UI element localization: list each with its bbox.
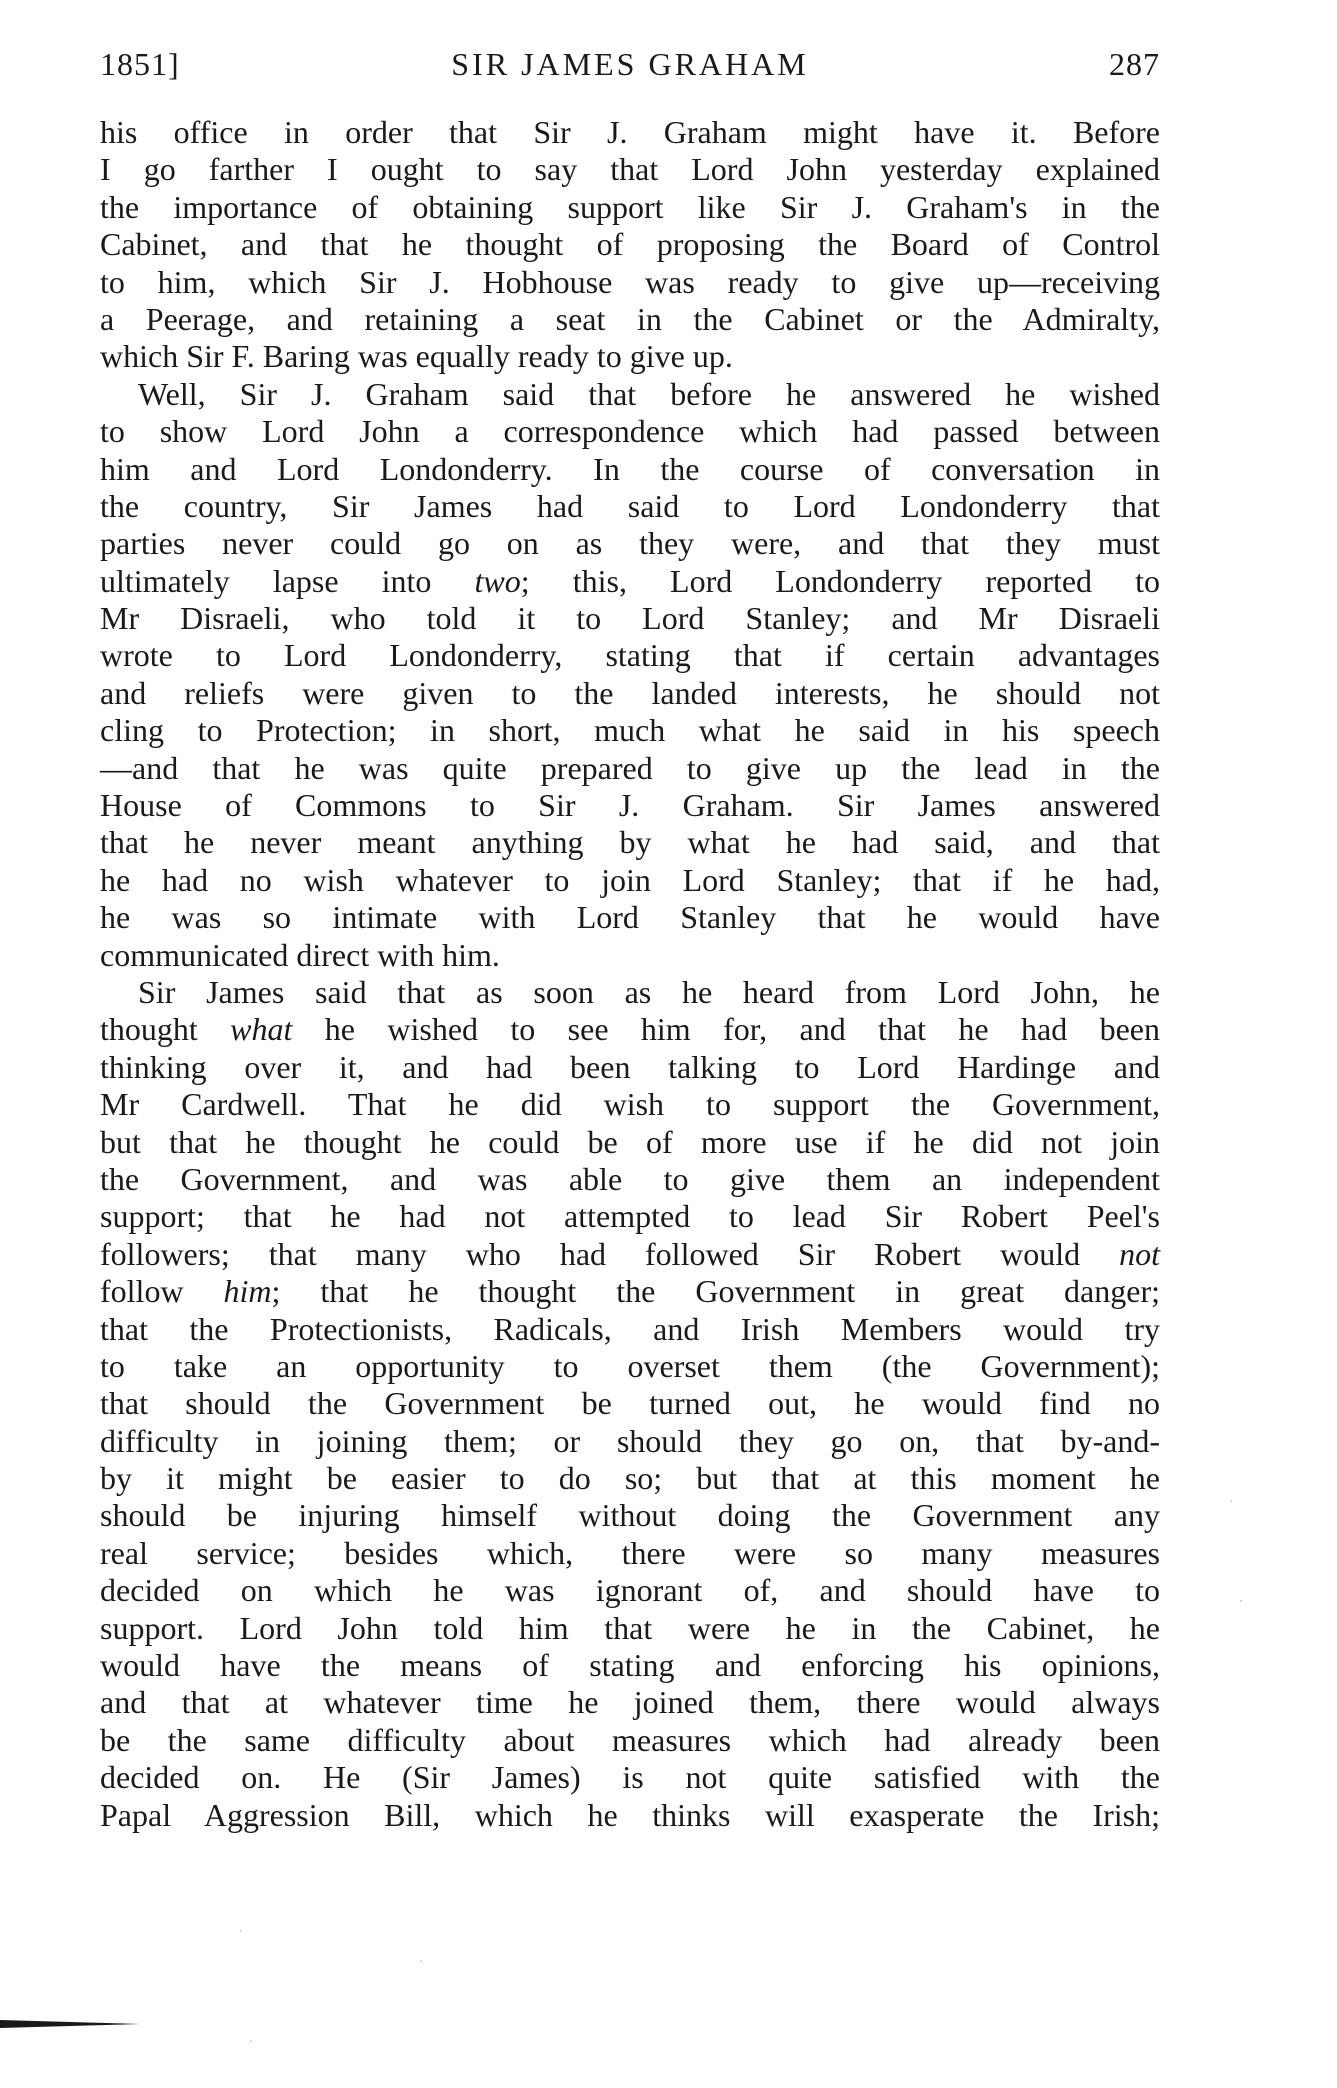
text-line: to him, which Sir J. Hobhouse was ready to give up—receiving xyxy=(100,263,1160,300)
text-line: Cabinet, and that he thought of proposing the Board of Control xyxy=(100,226,1160,263)
text-line: thinking over it, and had been talking to Lord Hardinge and xyxy=(100,1048,1160,1085)
text-line: his office in order that Sir J. Graham might have it. Before xyxy=(100,114,1160,150)
text-line: Mr Disraeli, who told it to Lord Stanley; and Mr Disraeli xyxy=(100,600,1160,637)
text-line: difficulty in joining them; or should they go on, that by-and- xyxy=(100,1422,1160,1459)
text-line: which Sir F. Baring was equally ready to give up. xyxy=(100,338,733,375)
text-line: the importance of obtaining support like Sir J. Graham's in the xyxy=(100,188,1160,225)
text-line: Well, Sir J. Graham said that before he answered he wished xyxy=(138,375,1160,412)
text-line: and reliefs were given to the landed interests, he should not xyxy=(100,674,1160,711)
text-line: be the same difficulty about measures which had already been xyxy=(100,1721,1160,1758)
text-line: by it might be easier to do so; but that at this moment he xyxy=(100,1460,1160,1497)
text-line: House of Commons to Sir J. Graham. Sir James answered xyxy=(100,787,1160,824)
italic-word: him xyxy=(223,1273,272,1310)
text-line: cling to Protection; in short, much what he said in his speech xyxy=(100,712,1160,749)
text-line: to take an opportunity to overset them (the Government); xyxy=(100,1347,1160,1384)
text-line: the Government, and was able to give them an independent xyxy=(100,1160,1160,1197)
text-line: support. Lord John told him that were he in the Cabinet, he xyxy=(100,1609,1160,1646)
text-line: Sir James said that as soon as he heard from Lord John, he xyxy=(138,973,1160,1010)
text-run: thought xyxy=(100,1011,231,1048)
page-edge-mark xyxy=(0,2020,140,2028)
page-number: 287 xyxy=(1109,46,1160,82)
text-line: a Peerage, and retaining a seat in the Cabinet or the Admiralty, xyxy=(100,300,1160,337)
text-line: parties never could go on as they were, and that they must xyxy=(100,525,1160,562)
italic-word: not xyxy=(1119,1235,1160,1272)
text-line: would have the means of stating and enforcing his opinions, xyxy=(100,1647,1160,1684)
text-line: wrote to Lord Londonderry, stating that if certain advantages xyxy=(100,637,1160,674)
running-header xyxy=(100,46,1160,96)
text-line xyxy=(100,563,1160,600)
text-line: I go farther I ought to say that Lord John yesterday explained xyxy=(100,151,1160,188)
text-line: that should the Government be turned out, he would find no xyxy=(100,1385,1160,1422)
text-line xyxy=(100,1011,1160,1048)
text-line: he was so intimate with Lord Stanley that he would have xyxy=(100,899,1160,936)
text-line xyxy=(100,1236,1160,1273)
text-run: followers; that many who had followed Sir Robert would xyxy=(100,1235,1120,1272)
paper-speck xyxy=(1230,1500,1232,1502)
text-line: Papal Aggression Bill, which he thinks will exasperate the Irish; xyxy=(100,1796,1160,1833)
text-line: decided on which he was ignorant of, and should have to xyxy=(100,1572,1160,1609)
text-line: communicated direct with him. xyxy=(100,936,500,973)
text-line xyxy=(100,1273,1160,1310)
page-body-text xyxy=(100,114,1160,1834)
text-line: he had no wish whatever to join Lord Stanley; that if he had, xyxy=(100,861,1160,898)
text-line: but that he thought he could be of more use if he did not join xyxy=(100,1123,1160,1160)
text-line: him and Lord Londonderry. In the course of conversation in xyxy=(100,450,1160,487)
running-title: SIR JAMES GRAHAM xyxy=(451,46,809,82)
text-line: —and that he was quite prepared to give up the lead in the xyxy=(100,749,1160,786)
paper-speck xyxy=(250,2040,252,2042)
text-run: ultimately lapse into xyxy=(100,562,475,599)
text-line: that he never meant anything by what he had said, and that xyxy=(100,824,1160,861)
text-line: to show Lord John a correspondence which had passed between xyxy=(100,413,1160,450)
paper-speck xyxy=(1240,1600,1242,1602)
text-line: support; that he had not attempted to lead Sir Robert Peel's xyxy=(100,1198,1160,1235)
text-line: should be injuring himself without doing the Government any xyxy=(100,1497,1160,1534)
text-line: that the Protectionists, Radicals, and Irish Members would try xyxy=(100,1310,1160,1347)
text-line: decided on. He (Sir James) is not quite satisfied with the xyxy=(100,1759,1160,1796)
text-line: Mr Cardwell. That he did wish to support the Government, xyxy=(100,1086,1160,1123)
paper-speck xyxy=(240,1930,242,1932)
header-year: 1851] xyxy=(100,46,180,82)
paper-speck xyxy=(420,1960,422,1962)
text-run: he wished to see him for, and that he had been xyxy=(292,1011,1161,1048)
text-run: follow xyxy=(100,1273,224,1310)
text-line: real service; besides which, there were so many measures xyxy=(100,1534,1160,1571)
text-run: ; this, Lord Londonderry reported to xyxy=(520,562,1161,599)
text-run: ; that he thought the Government in great danger; xyxy=(271,1273,1161,1310)
italic-word: what xyxy=(230,1011,293,1048)
text-line: the country, Sir James had said to Lord Londonderry that xyxy=(100,487,1160,524)
italic-word: two xyxy=(474,562,521,599)
text-line: and that at whatever time he joined them, there would always xyxy=(100,1684,1160,1721)
